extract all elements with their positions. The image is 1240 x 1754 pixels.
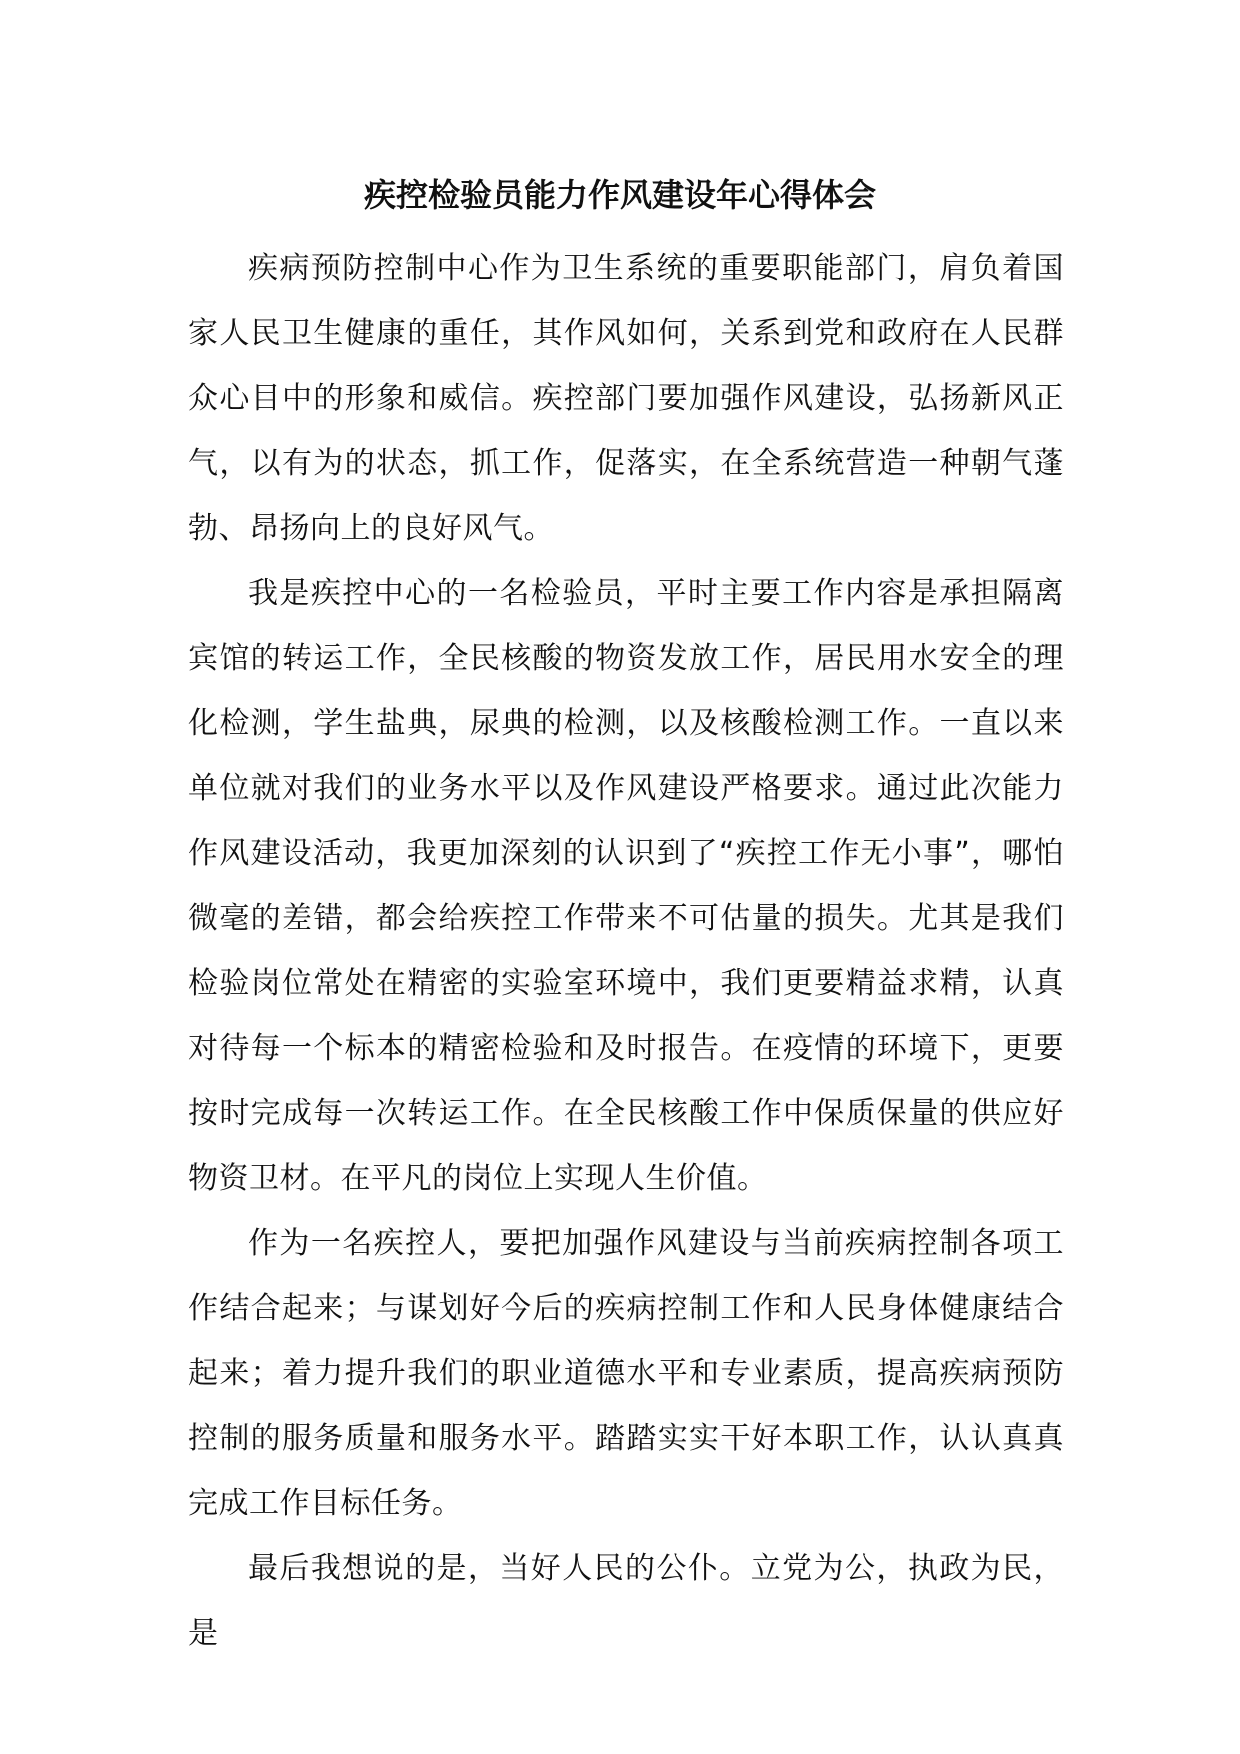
- paragraph: 疾病预防控制中心作为卫生系统的重要职能部门，肩负着国家人民卫生健康的重任，其作风如何，关系到党和政府在人民群众心目中的形象和威信。疾控部门要加强作风建设，弘扬新风正气，以有为的状态，抓工作，促落实，在全系统营造一种朝气蓬勃、昂扬向上的良好风气。: [188, 251, 1064, 546]
- paragraph: 我是疾控中心的一名检验员，平时主要工作内容是承担隔离宾馆的转运工作，全民核酸的物资发放工作，居民用水安全的理化检测，学生盐典，尿典的检测，以及核酸检测工作。一直以来单位就对我们的业务水平以及作风建设严格要求。通过此次能力作风建设活动，我更加深刻的认识到了“疾控工作无小事”，哪怕微毫的差错，都会给疾控工作带来不可估量的损失。尤其是我们检验岗位常处在精密的实验室环境中，我们更要精益求精，认真对待每一个标本的精密检验和及时报告。在疫情的环境下，更要按时完成每一次转运工作。在全民核酸工作中保质保量的供应好物资卫材。在平凡的岗位上实现人生价值。: [188, 576, 1064, 1196]
- paragraph: 作为一名疾控人，要把加强作风建设与当前疾病控制各项工作结合起来；与谋划好今后的疾病控制工作和人民身体健康结合起来；着力提升我们的职业道德水平和专业素质，提高疾病预防控制的服务质量和服务水平。踏踏实实干好本职工作，认认真真完成工作目标任务。: [188, 1226, 1064, 1521]
- document-title: 疾控检验员能力作风建设年心得体会: [363, 176, 876, 214]
- paragraph: 最后我想说的是，当好人民的公仆。立党为公，执政为民，是: [188, 1551, 1064, 1651]
- document-body: [188, 236, 1064, 1666]
